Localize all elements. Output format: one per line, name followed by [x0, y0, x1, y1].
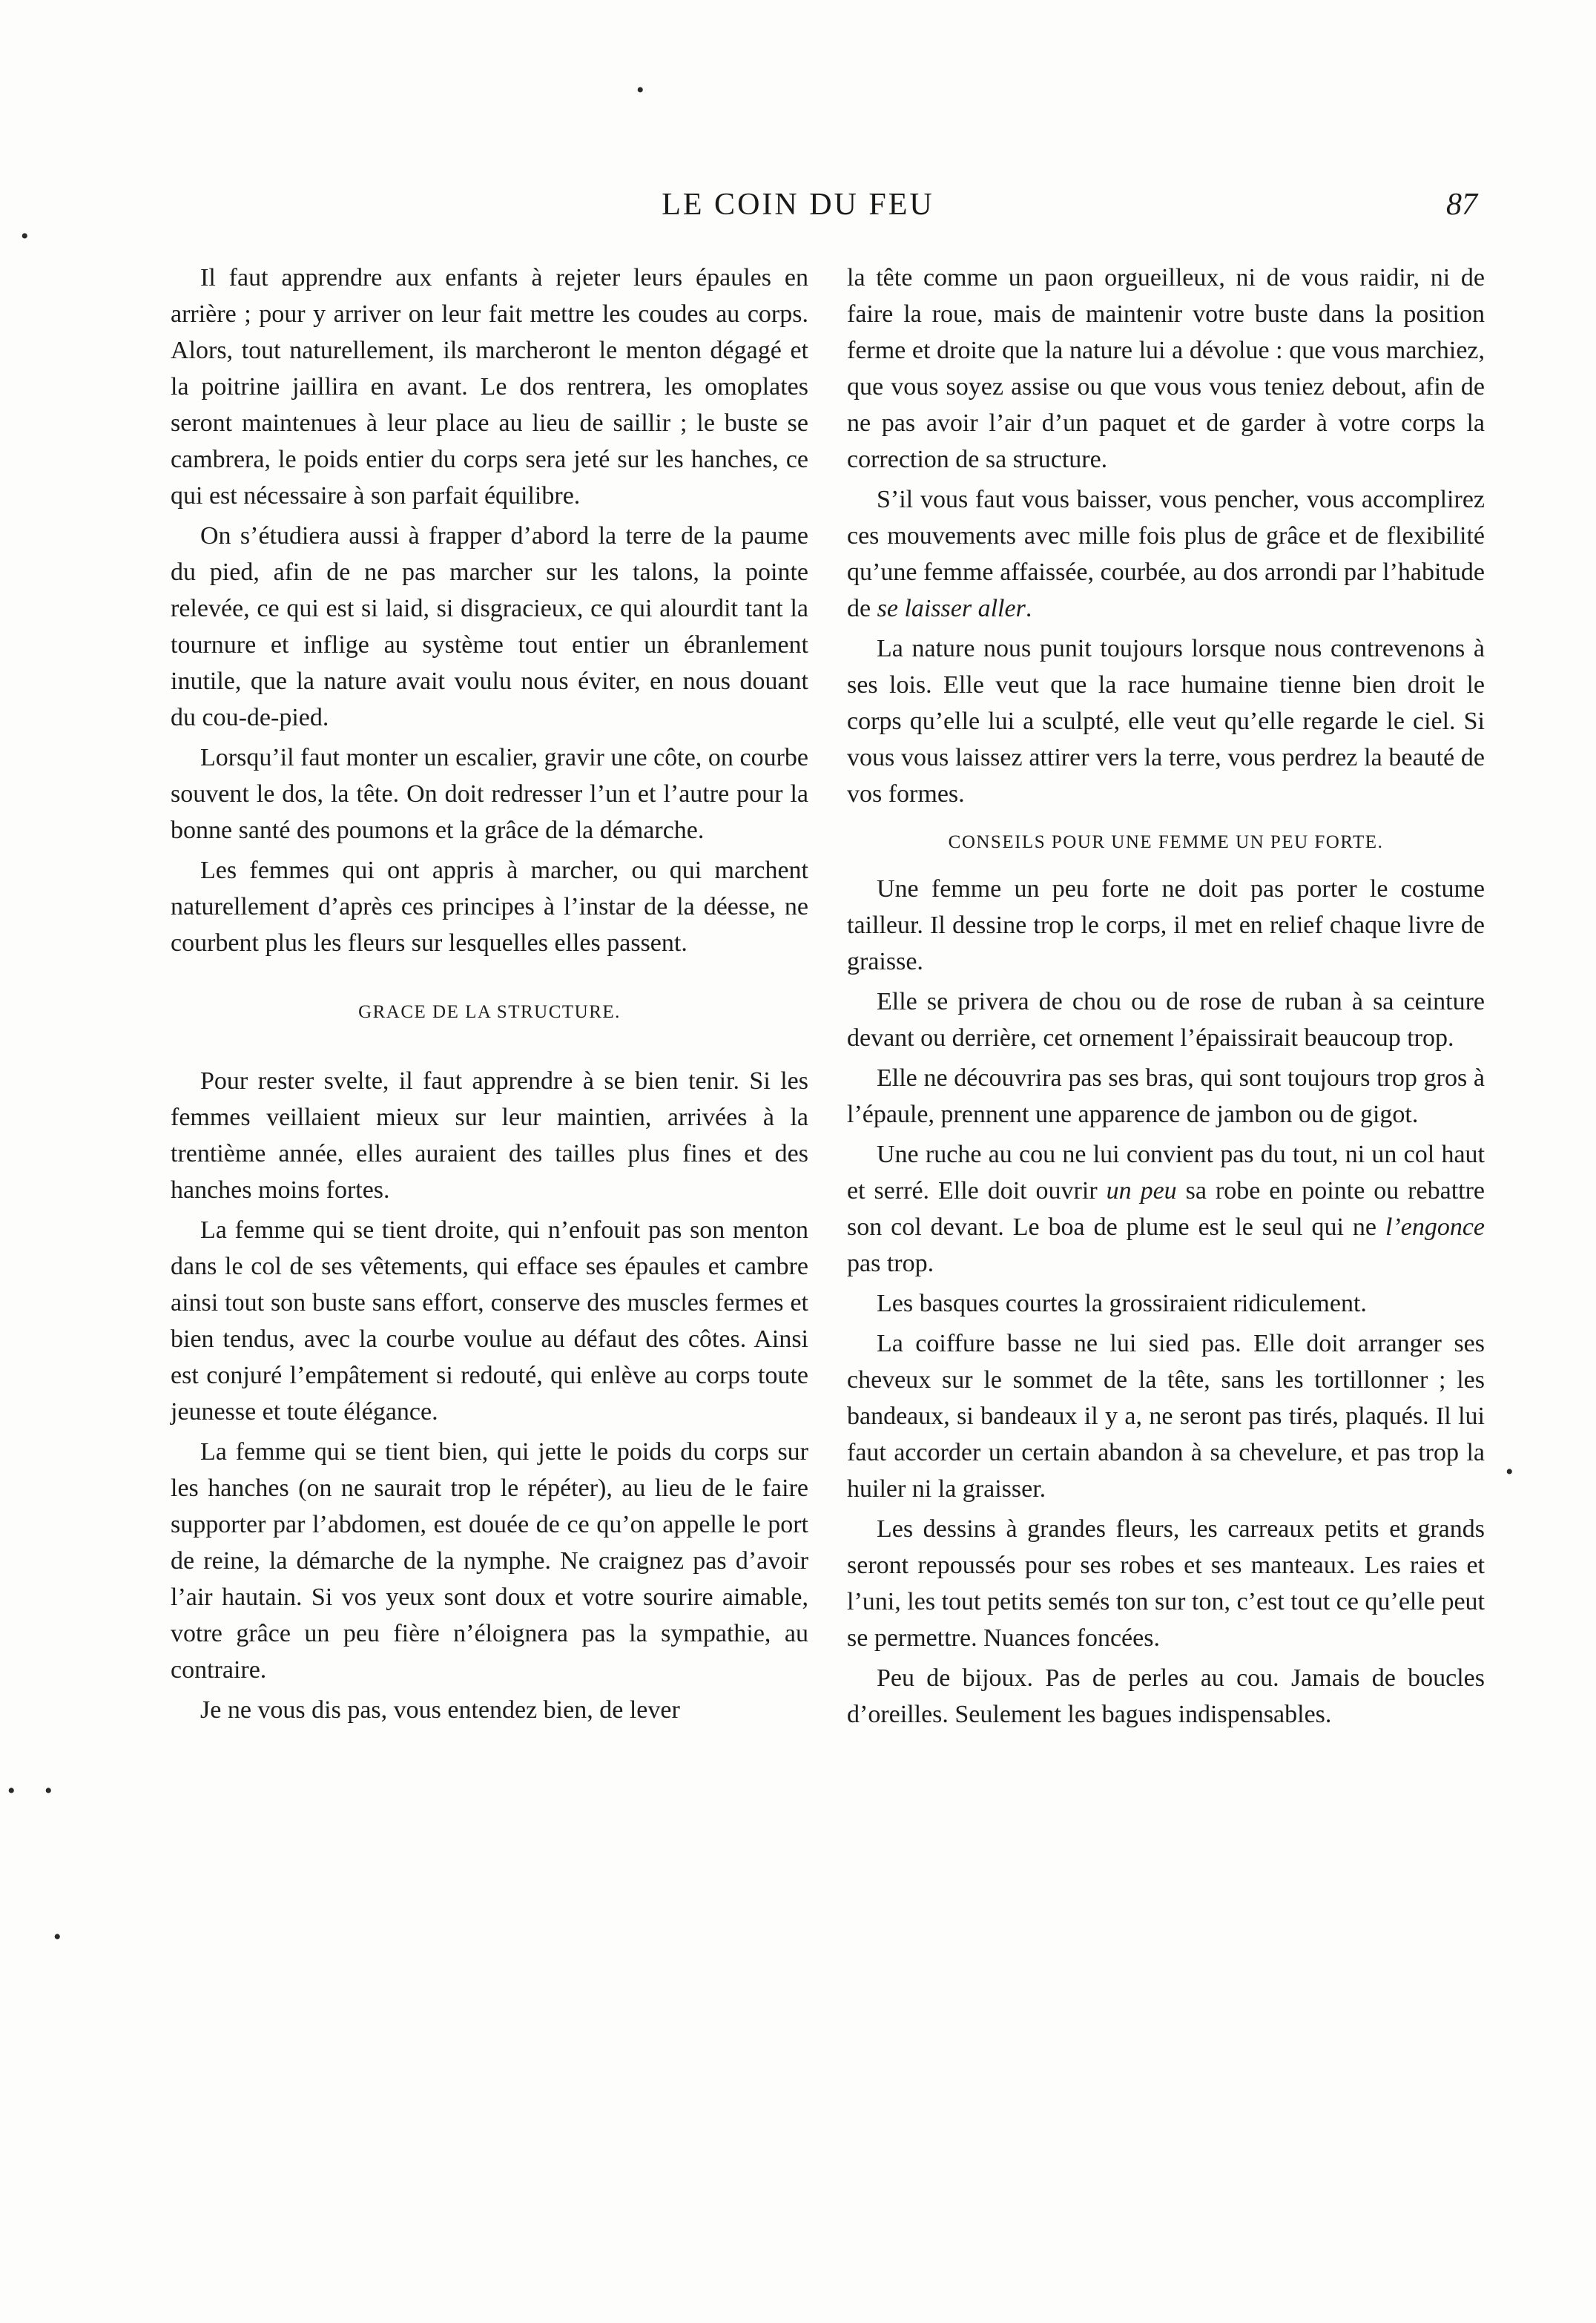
- section-heading: GRACE DE LA STRUCTURE.: [358, 1002, 621, 1022]
- paragraph: La nature nous punit toujours lorsque nous contrevenons à ses lois. Elle veut que la race humaine tienne bien droit le corps qu’elle lui a sculpté, elle veut qu’elle regarde le ciel. Si vous vous laissez attirer vers la terre, vous perdrez la beauté de vos formes.: [847, 635, 1485, 808]
- paragraph-end: .: [1025, 595, 1032, 622]
- ink-speck: •: [44, 1779, 53, 1803]
- paragraph-text: sa robe en pointe ou rebattre son col devant. Le boa de plume est le seul qui ne: [847, 1177, 1485, 1241]
- paragraph: Les femmes qui ont appris à marcher, ou qui marchent naturellement d’après ces principes à l’instar de la déesse, ne courbent plus les fleurs sur lesquelles elles passent.: [171, 857, 808, 957]
- paragraph: Une femme un peu forte ne doit pas porter le costume tailleur. Il dessine trop le corps, il met en relief chaque livre de graisse.: [847, 875, 1485, 975]
- paragraph-continued: la tête comme un paon orgueilleux, ni de vous raidir, ni de faire la roue, mais de maintenir votre buste dans la position ferme et droite que la nature lui a dévolue : que vous marchiez, que vous soyez assise ou que vous vous teniez debout, afin de ne pas avoir l’air d’un paquet et de garder à votre corps la correction de sa structure.: [847, 264, 1485, 473]
- paragraph: Les dessins à grandes fleurs, les carreaux petits et grands seront repoussés pour ses robes et ses manteaux. Les raies et l’uni, les tout petits semés ton sur ton, c’est tout ce qu’elle peut se permettre. Nuances foncées.: [847, 1515, 1485, 1652]
- italic-phrase: se laisser aller: [877, 595, 1026, 622]
- paragraph: Lorsqu’il faut monter un escalier, gravir une côte, on courbe souvent le dos, la tête. On doit redresser l’un et l’autre pour la bonne santé des poumons et la grâce de la démarche.: [171, 744, 808, 844]
- paragraph: Pour rester svelte, il faut apprendre à se bien tenir. Si les femmes veillaient mieux sur leur maintien, arrivées à la trentième année, elles auraient des tailles plus fines et des hanches moins fortes.: [171, 1067, 808, 1204]
- paragraph-text: Une ruche au cou ne lui convient pas du tout, ni un col haut et serré. Elle doit ouvrir: [847, 1141, 1485, 1205]
- ink-speck: •: [636, 78, 644, 102]
- ink-speck: •: [1506, 1460, 1514, 1484]
- paragraph-text: pas trop.: [847, 1250, 934, 1277]
- paragraph: Elle se privera de chou ou de rose de ruban à sa ceinture devant ou derrière, cet ornement l’épaissirait beaucoup trop.: [847, 988, 1485, 1052]
- paragraph: Je ne vous dis pas, vous entendez bien, de lever: [200, 1696, 680, 1724]
- paragraph: Elle ne découvrira pas ses bras, qui sont toujours trop gros à l’épaule, prennent une apparence de jambon ou de gigot.: [847, 1064, 1485, 1128]
- ink-speck: •: [7, 1779, 16, 1803]
- page-number: 87: [1446, 188, 1477, 222]
- left-column: [171, 260, 808, 1732]
- right-column: [847, 260, 1485, 1736]
- italic-phrase: un peu: [1106, 1177, 1177, 1205]
- paragraph: La coiffure basse ne lui sied pas. Elle doit arranger ses cheveux sur le sommet de la tête, sans les tortillonner ; les bandeaux, si bandeaux il y a, ne seront pas tirés, plaqués. Il lui faut accorder un certain abandon à sa chevelure, et pas trop la huiler ni la graisser.: [847, 1330, 1485, 1503]
- section-heading: CONSEILS POUR UNE FEMME UN PEU FORTE.: [948, 832, 1384, 852]
- ink-speck: •: [21, 224, 29, 248]
- paragraph: [847, 1136, 1485, 1282]
- paragraph: La femme qui se tient droite, qui n’enfouit pas son menton dans le col de ses vêtements, qui efface ses épaules et cambre ainsi tout son buste sans effort, conserve des muscles fermes et bien tendus, avec la courbe voulue au défaut des côtes. Ainsi est conjuré l’empâtement si redouté, qui enlève au corps toute jeunesse et toute élégance.: [171, 1216, 808, 1426]
- paragraph: Peu de bijoux. Pas de perles au cou. Jamais de boucles d’oreilles. Seulement les bagues indispensables.: [847, 1664, 1485, 1728]
- paragraph: Il faut apprendre aux enfants à rejeter leurs épaules en arrière ; pour y arriver on leur fait mettre les coudes au corps. Alors, tout naturellement, ils marcheront le menton dégagé et la poitrine jaillira en avant. Le dos rentrera, les omoplates seront maintenues à leur place au lieu de saillir ; le buste se cambrera, le poids entier du corps sera jeté sur les hanches, ce qui est nécessaire à son parfait équilibre.: [171, 264, 808, 510]
- paragraph: La femme qui se tient bien, qui jette le poids du corps sur les hanches (on ne saurait trop le répéter), au lieu de le faire supporter par l’abdomen, est douée de ce qu’on appelle le port de reine, la démarche de la nymphe. Ne craignez pas d’avoir l’air hautain. Si vos yeux sont doux et votre sourire aimable, votre grâce un peu fière n’éloignera pas la sympathie, au contraire.: [171, 1438, 808, 1684]
- paragraph: [847, 481, 1485, 627]
- paragraph: Les basques courtes la grossiraient ridiculement.: [877, 1290, 1367, 1317]
- running-title: LE COIN DU FEU: [662, 188, 934, 222]
- paragraph: On s’étudiera aussi à frapper d’abord la terre de la paume du pied, afin de ne pas marcher sur les talons, la pointe relevée, ce qui est si laid, si disgracieux, ce qui alourdit tant la tournure et inflige au système tout entier un ébranlement inutile, que la nature avait voulu nous éviter, en nous douant du cou-de-pied.: [171, 522, 808, 731]
- ink-speck: •: [53, 1925, 62, 1949]
- paragraph-text: S’il vous faut vous baisser, vous pencher, vous accomplirez ces mouvements avec mille fois plus de grâce et de flexibilité qu’une femme affaissée, courbée, au dos arrondi par l’habitude de: [847, 486, 1485, 622]
- italic-phrase: l’engonce: [1385, 1213, 1485, 1241]
